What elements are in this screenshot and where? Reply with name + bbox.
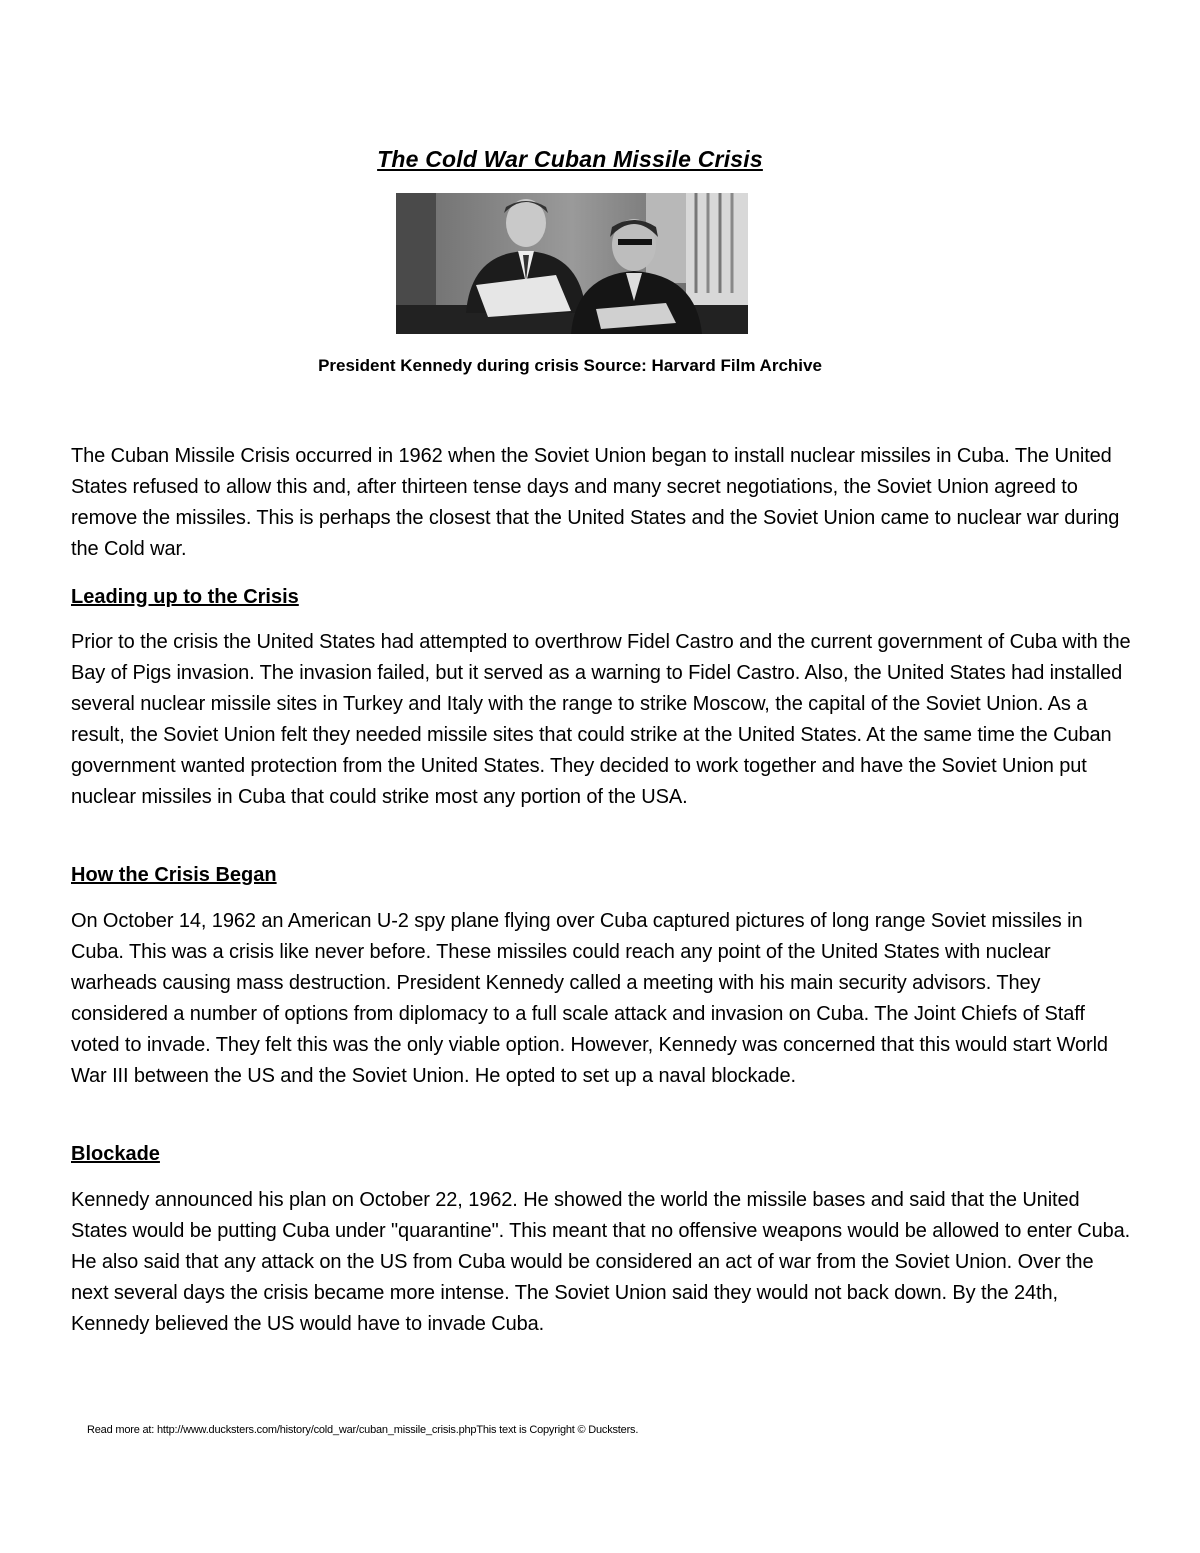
section-text-crisis-began: On October 14, 1962 an American U-2 spy plane flying over Cuba captured pictures of long range Soviet missiles in Cuba. This was a crisis like never before. These missiles could reach any point of the United States with nuclear warheads causing mass destruction. President Kennedy called a meeting with his main security advisors. They considered a number of options from diplomacy to a full scale attack and invasion on Cuba. The Joint Chiefs of Staff voted to invade. They felt this was the only viable option. However, Kennedy was concerned that this would start World War III between the US and the Soviet Union. He opted to set up a naval blockade. [71, 910, 1108, 1087]
section-text-leading-up: Prior to the crisis the United States had attempted to overthrow Fidel Castro and the current government of Cuba with the Bay of Pigs invasion. The invasion failed, but it served as a warning to Fidel Castro. Also, the United States had installed several nuclear missile sites in Turkey and Italy with the range to strike Moscow, the capital of the Soviet Union. As a result, the Soviet Union felt they needed missile sites that could strike at the United States. At the same time the Cuban government wanted protection from the United States. They decided to work together and have the Soviet Union put nuclear missiles in Cuba that could strike most any portion of the USA. [71, 631, 1131, 808]
footer-source-note: Read more at: http://www.ducksters.com/history/cold_war/cuban_missile_crisis.phpThis text is Copyright © Ducksters. [87, 1424, 639, 1436]
intro-paragraph: The Cuban Missile Crisis occurred in 1962 when the Soviet Union began to install nuclear missiles in Cuba. The United States refused to allow this and, after thirteen tense days and many secret negotiations, the Soviet Union agreed to remove the missiles. This is perhaps the closest that the United States and the Soviet Union came to nuclear war during the Cold war. [71, 445, 1120, 560]
document-title: The Cold War Cuban Missile Crisis [377, 146, 763, 172]
photo-caption: President Kennedy during crisis Source: Harvard Film Archive [318, 356, 822, 375]
section-heading-crisis-began: How the Crisis Began [71, 864, 277, 886]
section-heading-leading-up: Leading up to the Crisis [71, 586, 299, 608]
section-text-blockade: Kennedy announced his plan on October 22, 1962. He showed the world the missile bases and said that the United States would be putting Cuba under "quarantine". This meant that no offensive weapons would be allowed to enter Cuba. He also said that any attack on the US from Cuba would be considered an act of war from the Soviet Union. Over the next several days the crisis became more intense. The Soviet Union said they would not back down. By the 24th, Kennedy believed the US would have to invade Cuba. [71, 1189, 1131, 1335]
section-heading-blockade: Blockade [71, 1143, 160, 1165]
photo-kennedy-and-advisor [396, 193, 748, 334]
photo-image [396, 193, 748, 334]
